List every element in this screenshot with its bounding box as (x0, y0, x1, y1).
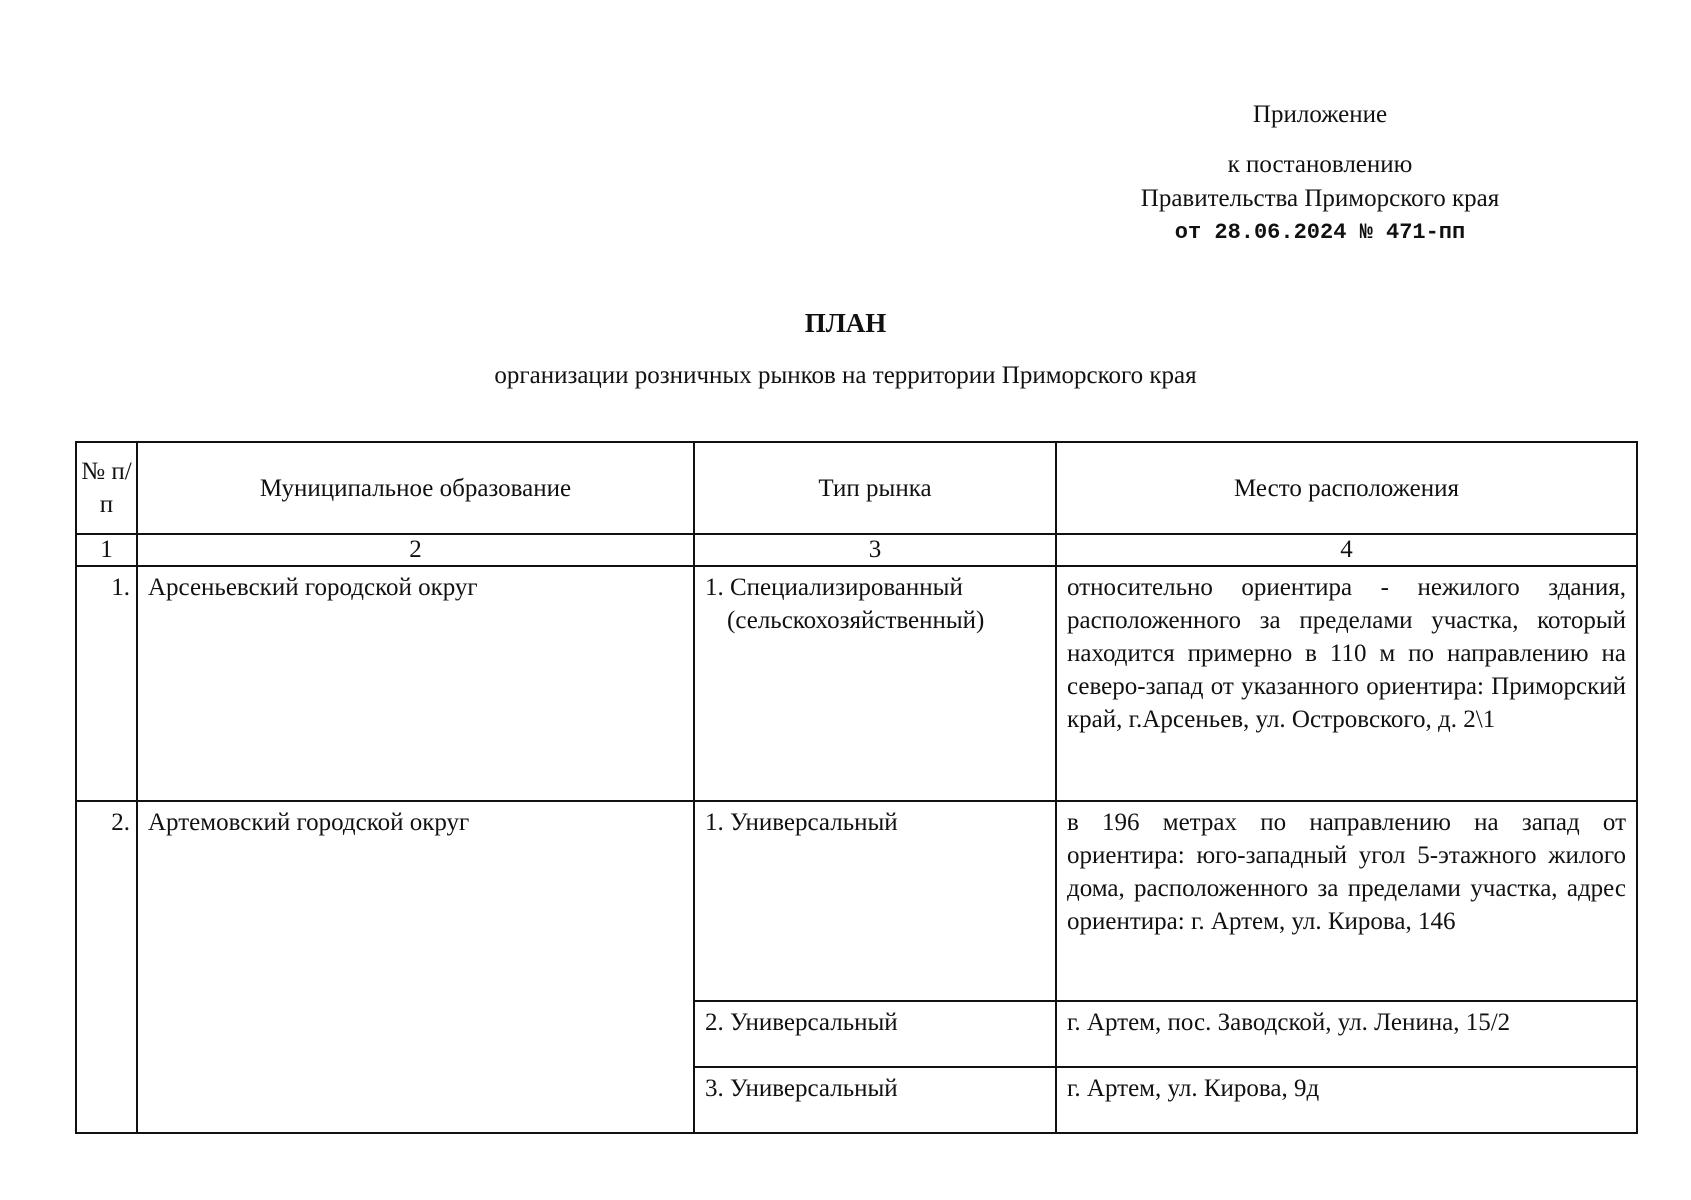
appendix-resolution: к постановлению (1227, 151, 1413, 178)
municipality-cell: Арсеньевский городской округ (137, 566, 694, 801)
table-row (76, 801, 1637, 1001)
market-type-line: (сельскохозяйственный) (727, 607, 985, 634)
document-subtitle: организации розничных рынков на территории Приморского края (494, 362, 1197, 389)
location-cell: относительно ориентира - нежилого здания, расположенного за пределами участка, который находится примерно в 110 м по направлению на северо-запад от указанного ориентира: Приморский край, г.Арсеньев, ул. Островского, д. 2\1 (1056, 566, 1637, 801)
appendix-block (1060, 98, 1580, 250)
column-number: 3 (694, 534, 1056, 566)
appendix-doc-number: от 28.06.2024 № 471-пп (1174, 220, 1466, 245)
market-type-cell: 2. Универсальный (694, 1001, 1056, 1067)
row-number: 1. (76, 566, 137, 801)
header-municipality: Муниципальное образование (137, 442, 694, 534)
table-row (76, 566, 1637, 801)
appendix-government: Правительства Приморского края (1140, 185, 1500, 212)
column-number: 2 (137, 534, 694, 566)
row-number: 2. (76, 801, 137, 1133)
column-number: 4 (1056, 534, 1637, 566)
markets-table (75, 441, 1638, 1134)
appendix-label: Приложение (1252, 101, 1388, 128)
location-cell: г. Артем, ул. Кирова, 9д (1056, 1067, 1637, 1133)
location-cell: г. Артем, пос. Заводской, ул. Ленина, 15/2 (1056, 1001, 1637, 1067)
municipality-cell: Артемовский городской округ (137, 801, 694, 1133)
header-market-type: Тип рынка (694, 442, 1056, 534)
market-type-line: 1. Специализированный (705, 574, 963, 601)
column-number: 1 (76, 534, 137, 566)
market-type-cell: 3. Универсальный (694, 1067, 1056, 1133)
market-type-cell: 1. Универсальный (694, 801, 1056, 1001)
header-location: Место расположения (1056, 442, 1637, 534)
column-number-row (76, 534, 1637, 566)
document-title: ПЛАН (804, 308, 887, 338)
location-cell: в 196 метрах по направлению на запад от ориентира: юго-западный угол 5-этажного жилого дома, расположенного за пределами участка, адрес ориентира: г. Артем, ул. Кирова, 146 (1056, 801, 1637, 1001)
table-header-row (76, 442, 1637, 534)
market-type-cell (694, 566, 1056, 801)
header-num: № п/п (76, 442, 137, 534)
